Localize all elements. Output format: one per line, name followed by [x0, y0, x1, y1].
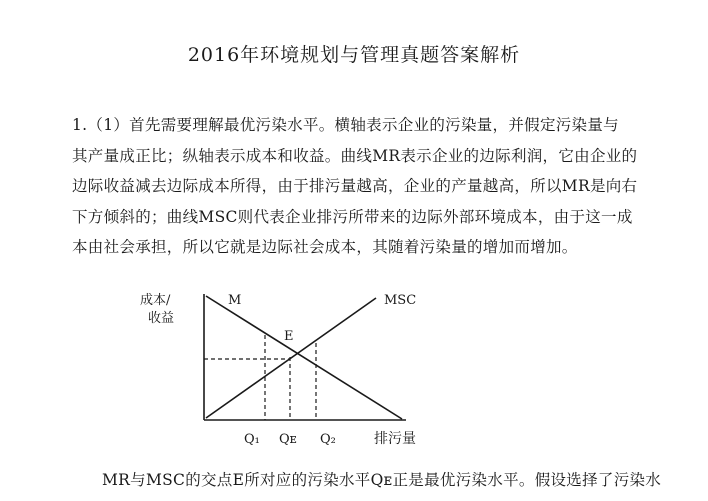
x-axis-label: 排污量 [374, 431, 416, 447]
y-axis-label-1: 成本/ [140, 293, 171, 308]
page-title: 2016年环境规划与管理真题答案解析 [187, 44, 521, 66]
body-paragraph [72, 110, 646, 263]
point-e-label: E [284, 329, 294, 344]
qe-tick-label: Qᴇ [279, 432, 297, 447]
paragraph-line: 本由社会承担，所以它就是边际社会成本，其随着污染量的增加而增加。 [72, 238, 578, 256]
bottom-text-line: MR与MSC的交点E所对应的污染水平Qᴇ正是最优污染水平。假设选择了污染水 [102, 471, 662, 489]
q1-tick-label: Q₁ [244, 432, 260, 447]
paragraph-line: 下方倾斜的；曲线MSC则代表企业排污所带来的边际外部环境成本，由于这一成 [72, 207, 633, 226]
mr-curve-label: M [228, 293, 242, 308]
mr-curve [206, 296, 402, 419]
paragraph-line: 边际收益减去边际成本所得，由于排污量越高，企业的产量越高，所以MR是向右 [72, 177, 638, 195]
mr-msc-diagram [140, 280, 460, 455]
diagram-svg [140, 280, 460, 455]
q2-tick-label: Q₂ [320, 432, 336, 447]
msc-curve-label: MSC [384, 293, 417, 308]
y-axis-label-2: 收益 [148, 311, 175, 326]
paragraph-line: 1.（1）首先需要理解最优污染水平。横轴表示企业的污染量，并假定污染量与 [72, 116, 619, 134]
paragraph-line: 其产量成正比；纵轴表示成本和收益。曲线MR表示企业的边际利润，它由企业的 [72, 146, 638, 165]
msc-curve [206, 298, 376, 418]
